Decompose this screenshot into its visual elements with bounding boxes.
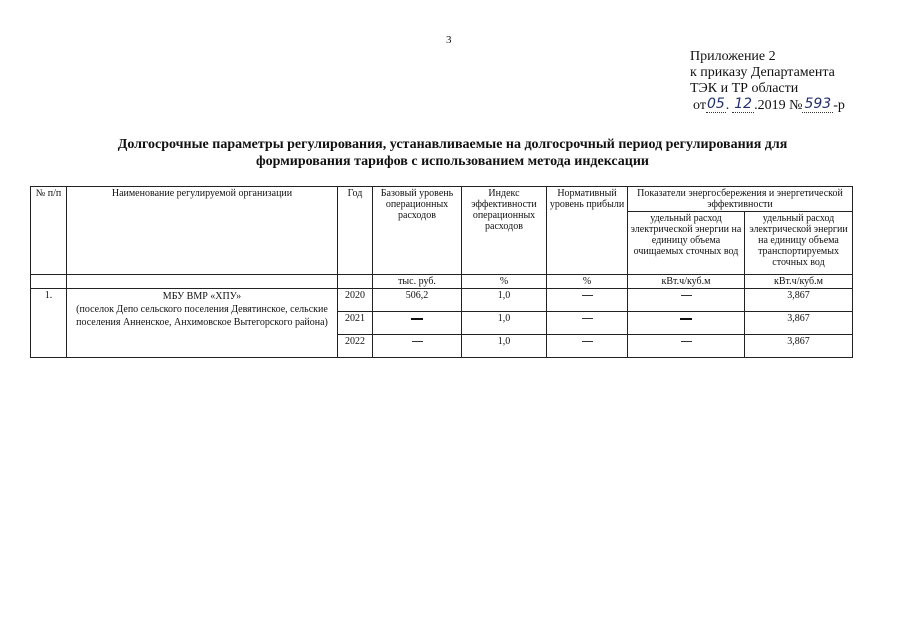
org-number: 1. [31,289,67,358]
header-base-level: Базовый уровень операционных расходов [373,187,462,275]
unit-energy-transported: кВт.ч/куб.м [745,275,853,289]
handwritten-day: 05 [706,96,725,112]
dash-mark [681,295,692,296]
unit-energy-treated: кВт.ч/куб.м [628,275,745,289]
org-name: МБУ ВМР «ХПУ» [162,291,242,302]
year-cell: 2020 [338,289,373,312]
dash-mark [412,341,423,342]
appendix-line-2: к приказу Департамента [690,65,835,80]
order-suffix: -р [833,98,845,113]
org-details: (поселок Депо сельского поселения Девятинское, сельские поселения Анненское, Анхимовское Вытегорского района) [76,304,328,328]
energy-transported-cell: 3,867 [745,335,853,358]
index-cell: 1,0 [462,289,547,312]
units-empty-org [67,275,338,289]
handwritten-month: 12 [734,96,753,112]
org-cell [67,289,338,358]
date-separator: . [725,98,730,113]
table-row-2020 [31,289,853,312]
units-row [31,275,853,289]
header-organization: Наименование регулируемой организации [67,187,338,275]
dash-mark [680,318,692,320]
energy-transported-cell: 3,867 [745,289,853,312]
page-number: 3 [446,34,452,46]
units-empty-num [31,275,67,289]
unit-index: % [462,275,547,289]
appendix-line-3: ТЭК и ТР области [690,81,799,96]
year-cell: 2022 [338,335,373,358]
date-year: .2019 № [754,98,803,113]
dash-mark [582,341,593,342]
energy-treated-cell [628,335,745,358]
appendix-block [690,49,845,114]
header-energy-treated: удельный расход электрической энергии на единицу объема очищаемых сточных вод [628,212,745,275]
unit-base: тыс. руб. [373,275,462,289]
header-num: № п/п [31,187,67,275]
header-efficiency-index: Индекс эффективности операционных расходов [462,187,547,275]
base-cell [373,312,462,335]
handwritten-order-number: 593 [804,96,832,112]
index-cell: 1,0 [462,335,547,358]
unit-profit: % [547,275,628,289]
profit-cell [547,312,628,335]
title-line-2: формирования тарифов с использованием метода индексации [256,154,649,169]
units-empty-year [338,275,373,289]
parameters-table [30,186,853,358]
header-energy-transported: удельный расход электрической энергии на единицу объема транспортируемых сточных вод [745,212,853,275]
dash-mark [411,318,423,320]
title-line-1: Долгосрочные параметры регулирования, устанавливаемые на долгосрочный период регулирования для [117,137,788,152]
dash-mark [681,341,692,342]
energy-treated-cell [628,312,745,335]
energy-transported-cell: 3,867 [745,312,853,335]
header-energy-indicators: Показатели энергосбережения и энергетической эффективности [628,187,853,212]
energy-treated-cell [628,289,745,312]
order-date-line [693,97,845,114]
header-profit-level: Нормативный уровень прибыли [547,187,628,275]
year-cell: 2021 [338,312,373,335]
header-year: Год [338,187,373,275]
date-prefix: от [693,98,706,113]
index-cell: 1,0 [462,312,547,335]
base-cell: 506,2 [373,289,462,312]
dash-mark [582,295,593,296]
dash-mark [582,318,593,319]
table-header-row [31,187,853,212]
appendix-line-1: Приложение 2 [690,49,776,64]
document-title [60,136,845,170]
profit-cell [547,335,628,358]
profit-cell [547,289,628,312]
base-cell [373,335,462,358]
